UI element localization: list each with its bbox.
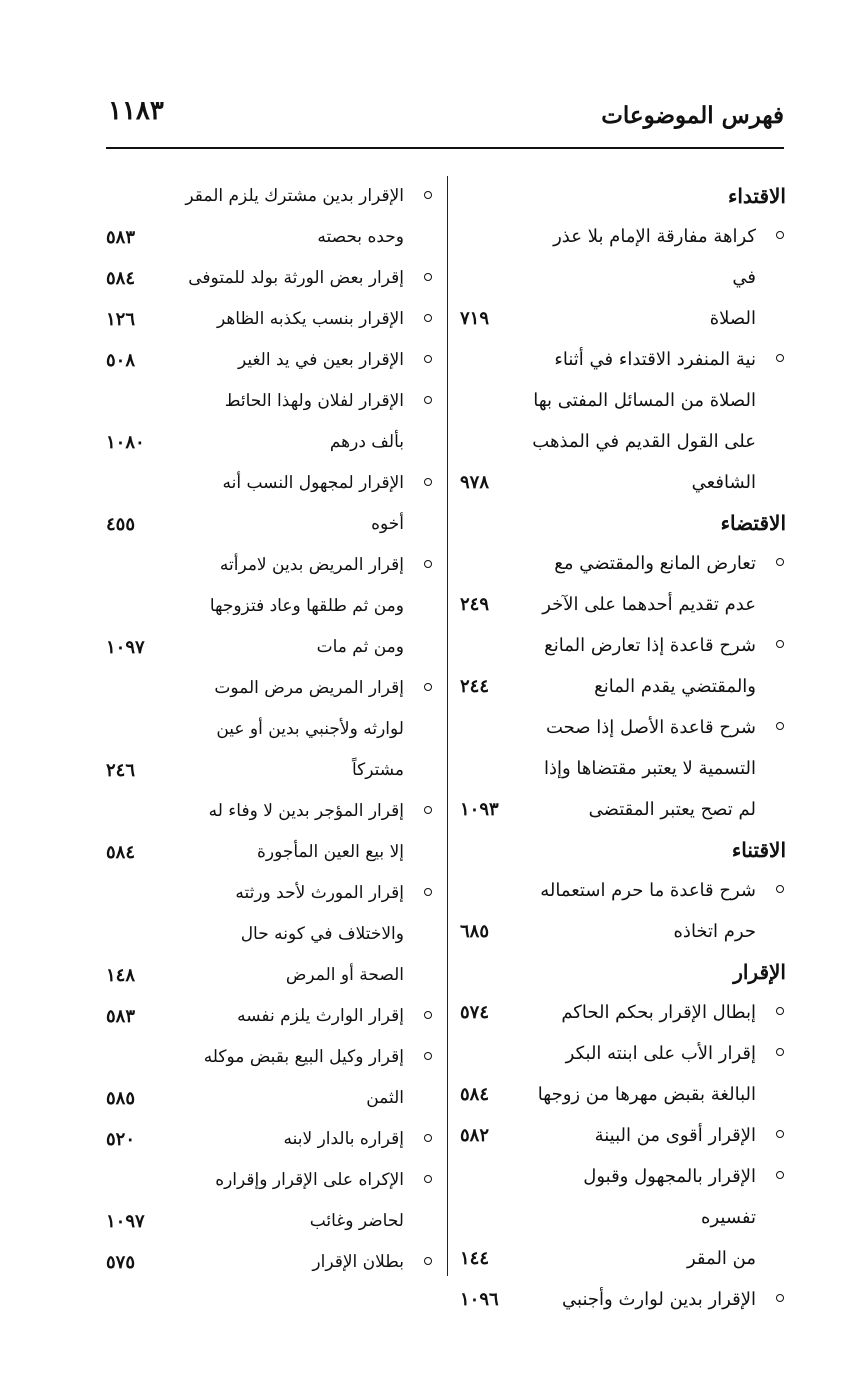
index-entry <box>104 340 434 381</box>
entry-page-number: ٢٤٤ <box>460 676 490 697</box>
entry-page-number: ١٠٩٧ <box>106 637 145 658</box>
entry-page-number: ١٠٨٠ <box>106 432 145 453</box>
entry-page-number: ٥٨٥ <box>106 1088 136 1109</box>
entry-page-number: ٥٨٤ <box>460 1084 490 1105</box>
entry-page-number: ٥٧٥ <box>106 1252 136 1273</box>
index-entry <box>458 707 786 830</box>
circle-bullet-icon <box>776 231 784 239</box>
circle-bullet-icon <box>776 1294 784 1302</box>
index-entry <box>458 625 786 707</box>
entry-text: إقرار المؤجر بدين لا وفاء له إلا بيع العين المأجورة <box>208 801 404 862</box>
page-number: ١١٨٣ <box>108 96 164 126</box>
entry-page-number: ٥٨٤ <box>106 268 136 289</box>
entry-text: إقرار المريض بدين لامرأته ومن ثم طلقها وعاد فتزوجها ومن ثم مات <box>209 555 404 657</box>
index-entry <box>458 1033 786 1115</box>
entry-text: بطلان الإقرار <box>312 1252 404 1272</box>
circle-bullet-icon <box>424 191 432 199</box>
index-entry <box>104 1242 434 1283</box>
circle-bullet-icon <box>776 722 784 730</box>
index-entry <box>458 870 786 952</box>
entry-text: شرح قاعدة الأصل إذا صحت التسمية لا يعتبر مقتضاها وإذا لم تصح يعتبر المقتضى <box>543 717 756 820</box>
entry-page-number: ٥٨٤ <box>106 842 136 863</box>
entry-page-number: ٧١٩ <box>460 308 490 329</box>
circle-bullet-icon <box>424 560 432 568</box>
entry-text: شرح قاعدة ما حرم استعماله حرم اتخاذه <box>540 880 756 942</box>
entry-text: الإقرار أقوى من البينة <box>594 1125 756 1146</box>
entry-page-number: ٩٧٨ <box>460 472 490 493</box>
entry-text: الإقرار بالمجهول وقبول تفسيره من المقر <box>583 1166 756 1269</box>
index-column-left <box>104 176 434 1283</box>
index-entry <box>104 1119 434 1160</box>
section-heading: الاقتضاء <box>720 511 786 535</box>
circle-bullet-icon <box>776 1171 784 1179</box>
entry-page-number: ٥٨٣ <box>106 227 136 248</box>
index-entry <box>458 216 786 339</box>
index-entry <box>458 339 786 503</box>
circle-bullet-icon <box>424 396 432 404</box>
entry-text: إقراره بالدار لابنه <box>283 1129 404 1149</box>
circle-bullet-icon <box>776 885 784 893</box>
entry-text: إقرار وكيل البيع بقبض موكله الثمن <box>203 1047 404 1108</box>
entry-text: إقرار المورث لأحد ورثته والاختلاف في كونه حال الصحة أو المرض <box>235 883 404 985</box>
entry-page-number: ٢٤٦ <box>106 760 136 781</box>
index-entry <box>104 873 434 996</box>
entry-text: إقرار بعض الورثة بولد للمتوفى <box>188 268 404 288</box>
section-heading: الاقتداء <box>727 184 786 208</box>
running-title: فهرس الموضوعات <box>601 102 784 129</box>
entry-page-number: ٥٢٠ <box>106 1129 136 1150</box>
entry-text: الإقرار بنسب يكذبه الظاهر <box>216 309 404 329</box>
entry-text: إبطال الإقرار بحكم الحاكم <box>561 1002 756 1023</box>
index-entry <box>458 1115 786 1156</box>
index-entry <box>458 992 786 1033</box>
index-entry <box>104 258 434 299</box>
entry-page-number: ١٤٤ <box>460 1248 490 1269</box>
index-entry <box>104 1037 434 1119</box>
entry-page-number: ٦٨٥ <box>460 921 490 942</box>
entry-text: الإقرار لمجهول النسب أنه أخوه <box>222 473 404 534</box>
index-entry <box>458 543 786 625</box>
entry-text: الإقرار بدين لوارث وأجنبي <box>562 1289 756 1310</box>
entry-page-number: ٢٤٩ <box>460 594 490 615</box>
entry-text: شرح قاعدة إذا تعارض المانع والمقتضي يقدم المانع <box>544 635 756 697</box>
entry-page-number: ١٤٨ <box>106 965 136 986</box>
circle-bullet-icon <box>424 1257 432 1265</box>
circle-bullet-icon <box>424 1134 432 1142</box>
circle-bullet-icon <box>424 355 432 363</box>
circle-bullet-icon <box>424 1052 432 1060</box>
index-entry <box>104 463 434 545</box>
index-entry <box>104 176 434 258</box>
circle-bullet-icon <box>776 1130 784 1138</box>
circle-bullet-icon <box>424 478 432 486</box>
entry-text: تعارض المانع والمقتضي مع عدم تقديم أحدهما على الآخر <box>542 553 756 615</box>
entry-page-number: ٤٥٥ <box>106 514 136 535</box>
circle-bullet-icon <box>424 273 432 281</box>
circle-bullet-icon <box>776 1007 784 1015</box>
index-entry <box>104 1160 434 1242</box>
entry-text: الإقرار بدين مشترك يلزم المقر وحده بحصته <box>185 186 404 247</box>
section-heading: الاقتناء <box>731 838 786 862</box>
column-divider <box>447 176 448 1276</box>
index-entry <box>104 299 434 340</box>
entry-text: كراهة مفارقة الإمام بلا عذر في الصلاة <box>553 226 756 329</box>
entry-page-number: ٥٠٨ <box>106 350 136 371</box>
circle-bullet-icon <box>776 640 784 648</box>
header-rule <box>106 147 784 149</box>
circle-bullet-icon <box>776 354 784 362</box>
circle-bullet-icon <box>424 683 432 691</box>
circle-bullet-icon <box>776 558 784 566</box>
entry-text: الإقرار بعين في يد الغير <box>237 350 404 370</box>
entry-text: إقرار الوارث يلزم نفسه <box>237 1006 404 1026</box>
index-entry <box>104 545 434 668</box>
entry-page-number: ١٠٩٣ <box>460 799 499 820</box>
entry-page-number: ٥٨٣ <box>106 1006 136 1027</box>
circle-bullet-icon <box>776 1048 784 1056</box>
circle-bullet-icon <box>424 314 432 322</box>
entry-text: إقرار الأب على ابنته البكر البالغة بقبض مهرها من زوجها <box>537 1043 756 1105</box>
index-entry <box>104 791 434 873</box>
entry-text: الإكراه على الإقرار وإقراره لحاضر وغائب <box>215 1170 404 1231</box>
page-header <box>108 96 784 136</box>
entry-text: الإقرار لفلان ولهذا الحائط بألف درهم <box>224 391 404 452</box>
index-column-right <box>458 176 786 1320</box>
circle-bullet-icon <box>424 806 432 814</box>
entry-page-number: ٥٧٤ <box>460 1002 490 1023</box>
entry-page-number: ٥٨٢ <box>460 1125 490 1146</box>
entry-page-number: ١٢٦ <box>106 309 136 330</box>
entry-page-number: ١٠٩٧ <box>106 1211 145 1232</box>
circle-bullet-icon <box>424 1175 432 1183</box>
index-entry <box>104 996 434 1037</box>
entry-page-number: ١٠٩٦ <box>460 1289 499 1310</box>
entry-text: إقرار المريض مرض الموت لوارثه ولأجنبي بدين أو عين مشتركاً <box>214 678 404 780</box>
index-entry <box>104 381 434 463</box>
section-heading: الإقرار <box>733 960 786 984</box>
index-entry <box>458 1156 786 1279</box>
index-entry <box>104 668 434 791</box>
circle-bullet-icon <box>424 1011 432 1019</box>
entry-text: نية المنفرد الاقتداء في أثناء الصلاة من المسائل المفتى بها على القول القديم في المذهب الشافعي <box>532 349 756 493</box>
circle-bullet-icon <box>424 888 432 896</box>
index-entry <box>458 1279 786 1320</box>
